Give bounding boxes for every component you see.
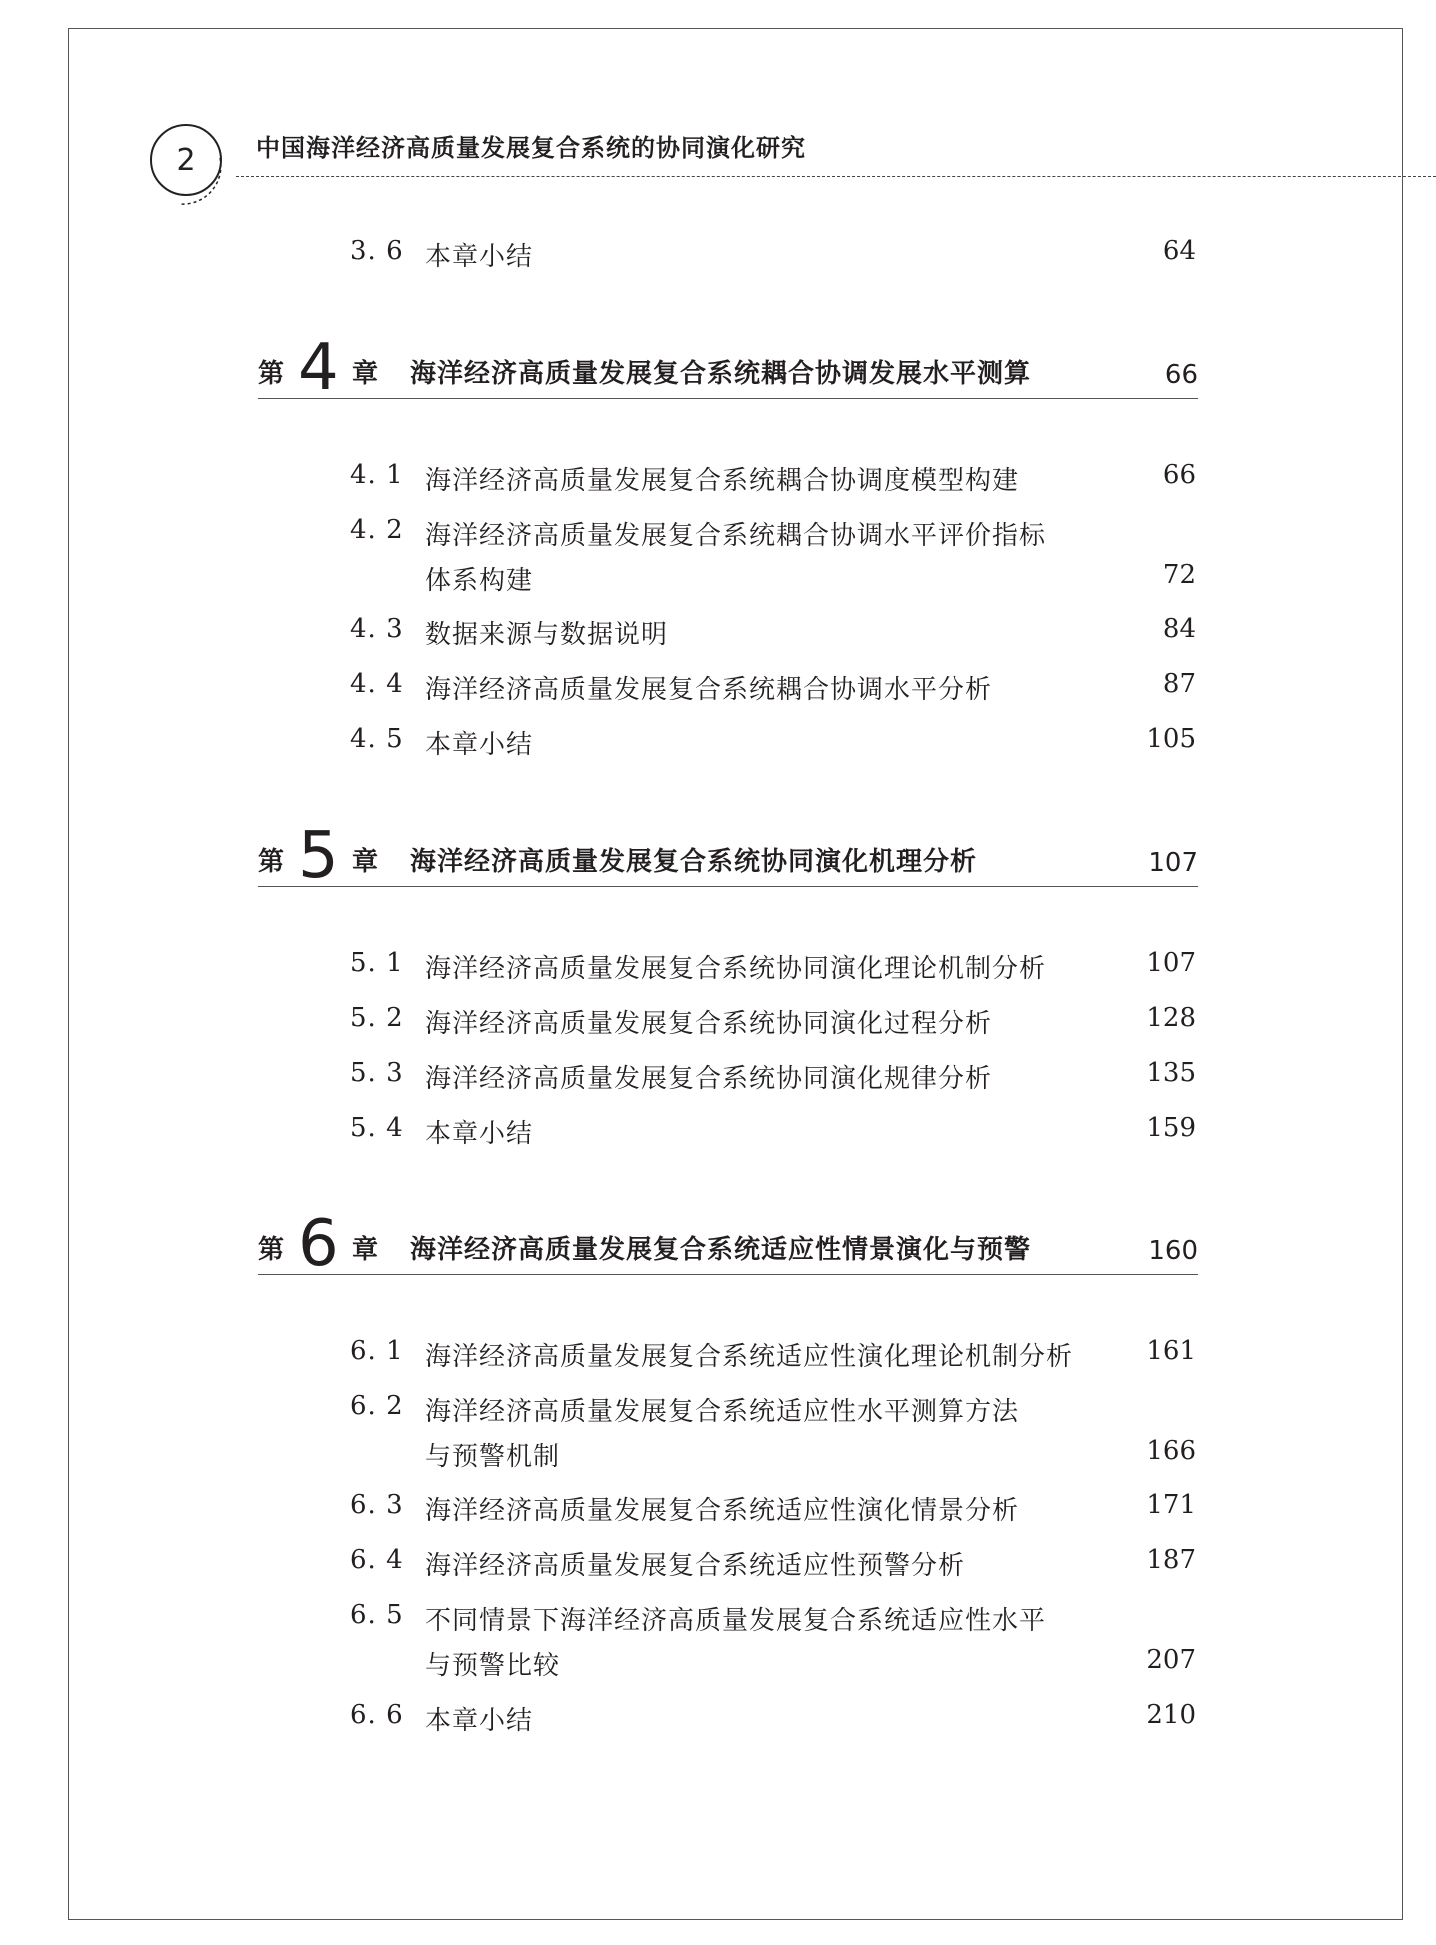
section-number: 6. 4 [350, 1545, 404, 1575]
section-title: 海洋经济高质量发展复合系统耦合协调度模型构建 [425, 466, 1020, 496]
section-number: 5. 3 [350, 1058, 404, 1088]
chapter-heading[interactable] [258, 331, 1198, 405]
section-page: 84 [1162, 614, 1196, 644]
section-title: 本章小结 [425, 242, 534, 272]
chapter-suffix: 章 [352, 847, 379, 877]
section-title: 不同情景下海洋经济高质量发展复合系统适应性水平 [425, 1606, 1047, 1636]
section-page: 107 [1146, 948, 1196, 978]
chapter-prefix: 第 [258, 847, 285, 877]
chapter-suffix: 章 [352, 1235, 379, 1265]
section-page: 166 [1146, 1436, 1196, 1466]
section-title-line2: 与预警机制 [425, 1442, 561, 1472]
chapter-number: 6 [298, 1207, 339, 1281]
section-number: 4. 4 [350, 669, 404, 699]
chapter-page: 107 [1148, 848, 1198, 878]
section-page: 210 [1146, 1700, 1196, 1730]
section-number: 4. 3 [350, 614, 404, 644]
section-page: 87 [1162, 669, 1196, 699]
chapter-suffix: 章 [352, 359, 379, 389]
section-title: 本章小结 [425, 730, 534, 760]
running-title: 中国海洋经济高质量发展复合系统的协同演化研究 [256, 134, 806, 162]
section-number: 4. 2 [350, 515, 404, 545]
section-title: 本章小结 [425, 1706, 534, 1736]
chapter-title: 海洋经济高质量发展复合系统适应性情景演化与预警 [410, 1235, 1032, 1265]
section-title: 数据来源与数据说明 [425, 620, 669, 650]
section-title: 海洋经济高质量发展复合系统适应性预警分析 [425, 1551, 966, 1581]
section-title: 本章小结 [425, 1119, 534, 1149]
section-number: 6. 2 [350, 1391, 404, 1421]
section-page: 207 [1146, 1645, 1196, 1675]
section-title: 海洋经济高质量发展复合系统协同演化理论机制分析 [425, 954, 1047, 984]
section-page: 159 [1146, 1113, 1196, 1143]
chapter-number: 5 [298, 819, 339, 893]
chapter-heading[interactable] [258, 1207, 1198, 1281]
section-number: 5. 1 [350, 948, 404, 978]
section-page: 187 [1146, 1545, 1196, 1575]
chapter-title: 海洋经济高质量发展复合系统耦合协调发展水平测算 [410, 359, 1032, 389]
section-title: 海洋经济高质量发展复合系统适应性演化情景分析 [425, 1496, 1020, 1526]
section-number: 4. 1 [350, 460, 404, 490]
section-title: 海洋经济高质量发展复合系统适应性水平测算方法 [425, 1397, 1020, 1427]
chapter-page: 66 [1164, 360, 1198, 390]
section-number: 5. 4 [350, 1113, 404, 1143]
section-page: 64 [1162, 236, 1196, 266]
section-title: 海洋经济高质量发展复合系统耦合协调水平分析 [425, 675, 993, 705]
section-page: 171 [1146, 1490, 1196, 1520]
section-number: 6. 1 [350, 1336, 404, 1366]
header-dashed-rule [236, 176, 1436, 177]
section-title-line2: 与预警比较 [425, 1651, 561, 1681]
section-page: 72 [1162, 560, 1196, 590]
section-number: 3. 6 [350, 236, 404, 266]
chapter-prefix: 第 [258, 1235, 285, 1265]
chapter-number: 4 [298, 331, 339, 405]
section-title: 海洋经济高质量发展复合系统耦合协调水平评价指标 [425, 521, 1047, 551]
chapter-heading[interactable] [258, 819, 1198, 893]
section-title: 海洋经济高质量发展复合系统协同演化过程分析 [425, 1009, 993, 1039]
section-page: 66 [1162, 460, 1196, 490]
section-page: 128 [1146, 1003, 1196, 1033]
chapter-page: 160 [1148, 1236, 1198, 1266]
chapter-title: 海洋经济高质量发展复合系统协同演化机理分析 [410, 847, 978, 877]
page-number-badge [150, 124, 222, 196]
section-page: 161 [1146, 1336, 1196, 1366]
section-title: 海洋经济高质量发展复合系统适应性演化理论机制分析 [425, 1342, 1074, 1372]
section-page: 135 [1146, 1058, 1196, 1088]
section-number: 6. 3 [350, 1490, 404, 1520]
section-title-line2: 体系构建 [425, 566, 534, 596]
section-number: 6. 5 [350, 1600, 404, 1630]
chapter-prefix: 第 [258, 359, 285, 389]
section-number: 4. 5 [350, 724, 404, 754]
section-title: 海洋经济高质量发展复合系统协同演化规律分析 [425, 1064, 993, 1094]
page-number: 2 [176, 142, 196, 178]
section-number: 5. 2 [350, 1003, 404, 1033]
section-page: 105 [1146, 724, 1196, 754]
section-number: 6. 6 [350, 1700, 404, 1730]
